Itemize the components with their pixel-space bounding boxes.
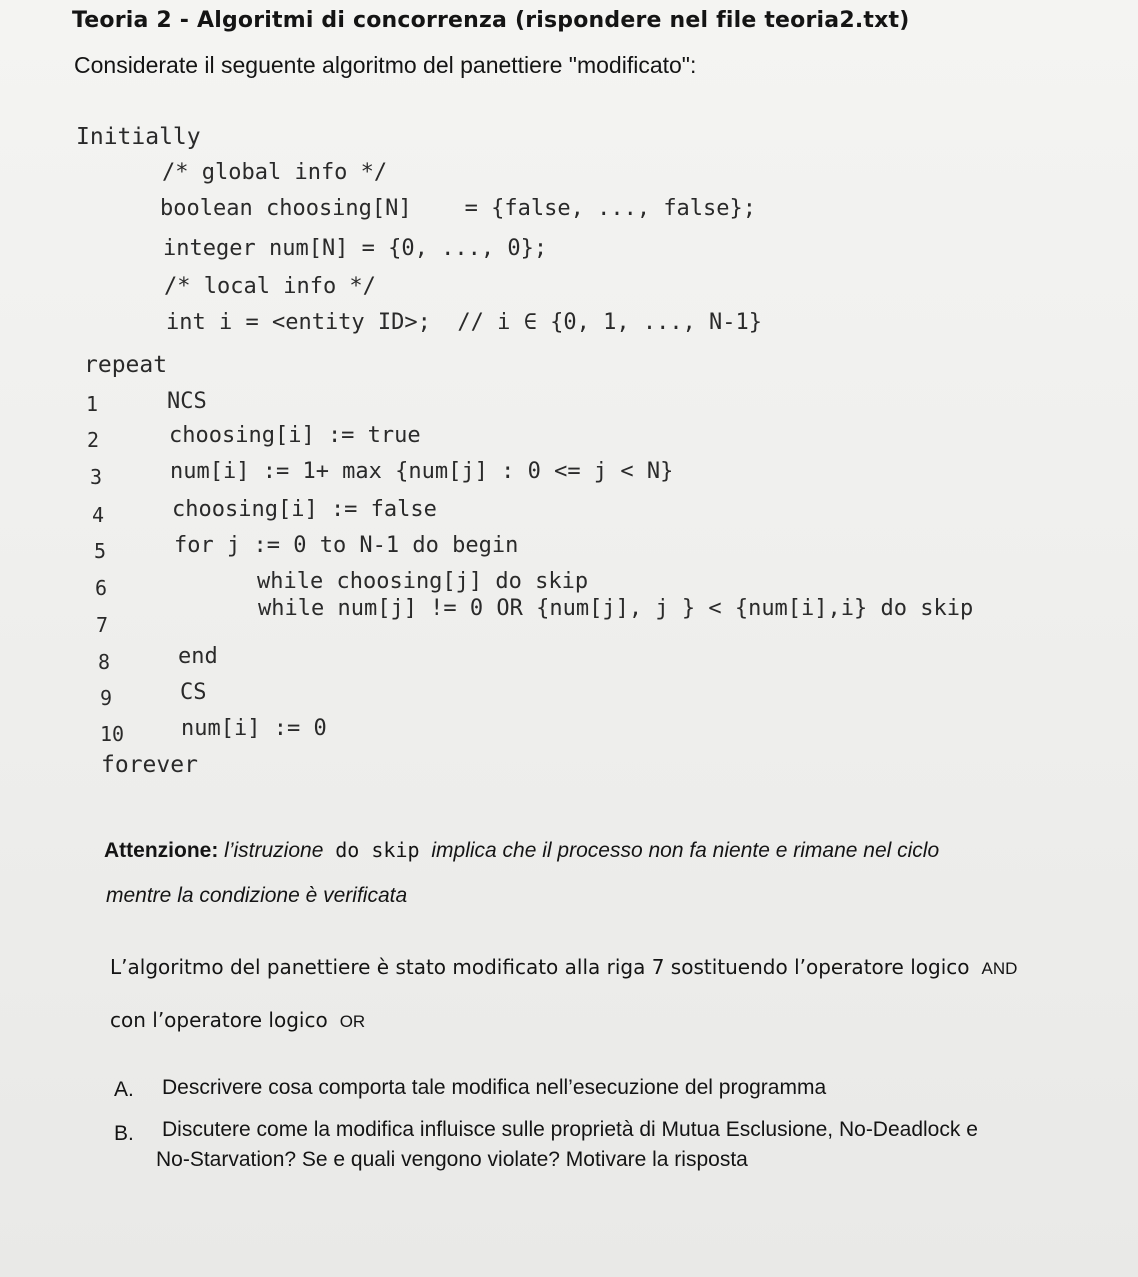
code-line: num[i] := 1+ max {num[j] : 0 <= j < N}: [170, 459, 674, 484]
attention-label: Attenzione:: [104, 839, 219, 862]
note-text-after: implica che il processo non fa niente e rimane nel ciclo: [431, 839, 940, 862]
question-letter: A.: [114, 1078, 134, 1101]
operator-and: AND: [981, 959, 1018, 978]
line-number: 4: [92, 503, 105, 527]
line-number: 9: [100, 686, 113, 710]
code-line: num[i] := 0: [181, 716, 327, 741]
code-line: CS: [180, 680, 207, 705]
operator-or: OR: [339, 1012, 366, 1031]
paragraph-text: L’algoritmo del panettiere è stato modificato alla riga 7 sostituendo l’operatore logico: [110, 955, 970, 979]
line-number: 10: [100, 722, 125, 746]
code-line: choosing[i] := false: [172, 497, 437, 522]
line-number: 6: [95, 576, 108, 600]
page-title: Teoria 2 - Algoritmi di concorrenza (rispondere nel file teoria2.txt): [72, 8, 910, 33]
note-text-before: l’istruzione: [224, 839, 324, 862]
code-repeat: repeat: [84, 352, 168, 378]
code-line: choosing[i] := true: [169, 423, 421, 448]
code-local-comment: /* local info */: [164, 274, 376, 299]
code-line: while choosing[j] do skip: [257, 569, 589, 594]
question-text: Discutere come la modifica influisce sulle proprietà di Mutua Esclusione, No-Deadlock e: [162, 1118, 978, 1141]
line-number: 1: [86, 392, 99, 416]
code-initially: Initially: [76, 124, 201, 150]
code-int-decl: int i = <entity ID>; // i ∈ {0, 1, ..., N-1}: [166, 310, 763, 335]
code-global-comment: /* global info */: [162, 160, 388, 185]
attention-note: [104, 838, 939, 863]
line-number: 3: [90, 465, 103, 489]
line-number: 5: [94, 539, 107, 563]
code-integer-decl: integer num[N] = {0, ..., 0};: [163, 236, 548, 261]
note-code: do skip: [335, 838, 420, 862]
code-line: while num[j] != 0 OR {num[j], j } < {num[i],i} do skip: [258, 596, 974, 621]
question-text-continued: No-Starvation? Se e quali vengono violate? Motivare la risposta: [156, 1148, 748, 1171]
code-boolean-decl: boolean choosing[N] = {false, ..., false};: [160, 196, 757, 221]
code-forever: forever: [101, 752, 198, 778]
code-line: end: [178, 644, 218, 669]
line-number: 8: [98, 650, 111, 674]
line-number: 2: [87, 428, 100, 452]
question-text: Descrivere cosa comporta tale modifica nell’esecuzione del programma: [162, 1076, 827, 1099]
question-letter: B.: [114, 1122, 134, 1145]
paragraph-line2: [110, 1008, 365, 1032]
code-line: for j := 0 to N-1 do begin: [174, 533, 519, 558]
page-subtitle: Considerate il seguente algoritmo del panettiere "modificato":: [74, 52, 697, 78]
code-line: NCS: [167, 389, 207, 414]
line-number: 7: [96, 613, 109, 637]
paragraph-line1: [110, 955, 1017, 979]
attention-note-line2: mentre la condizione è verificata: [106, 884, 408, 907]
paragraph-text: con l’operatore logico: [110, 1008, 328, 1032]
